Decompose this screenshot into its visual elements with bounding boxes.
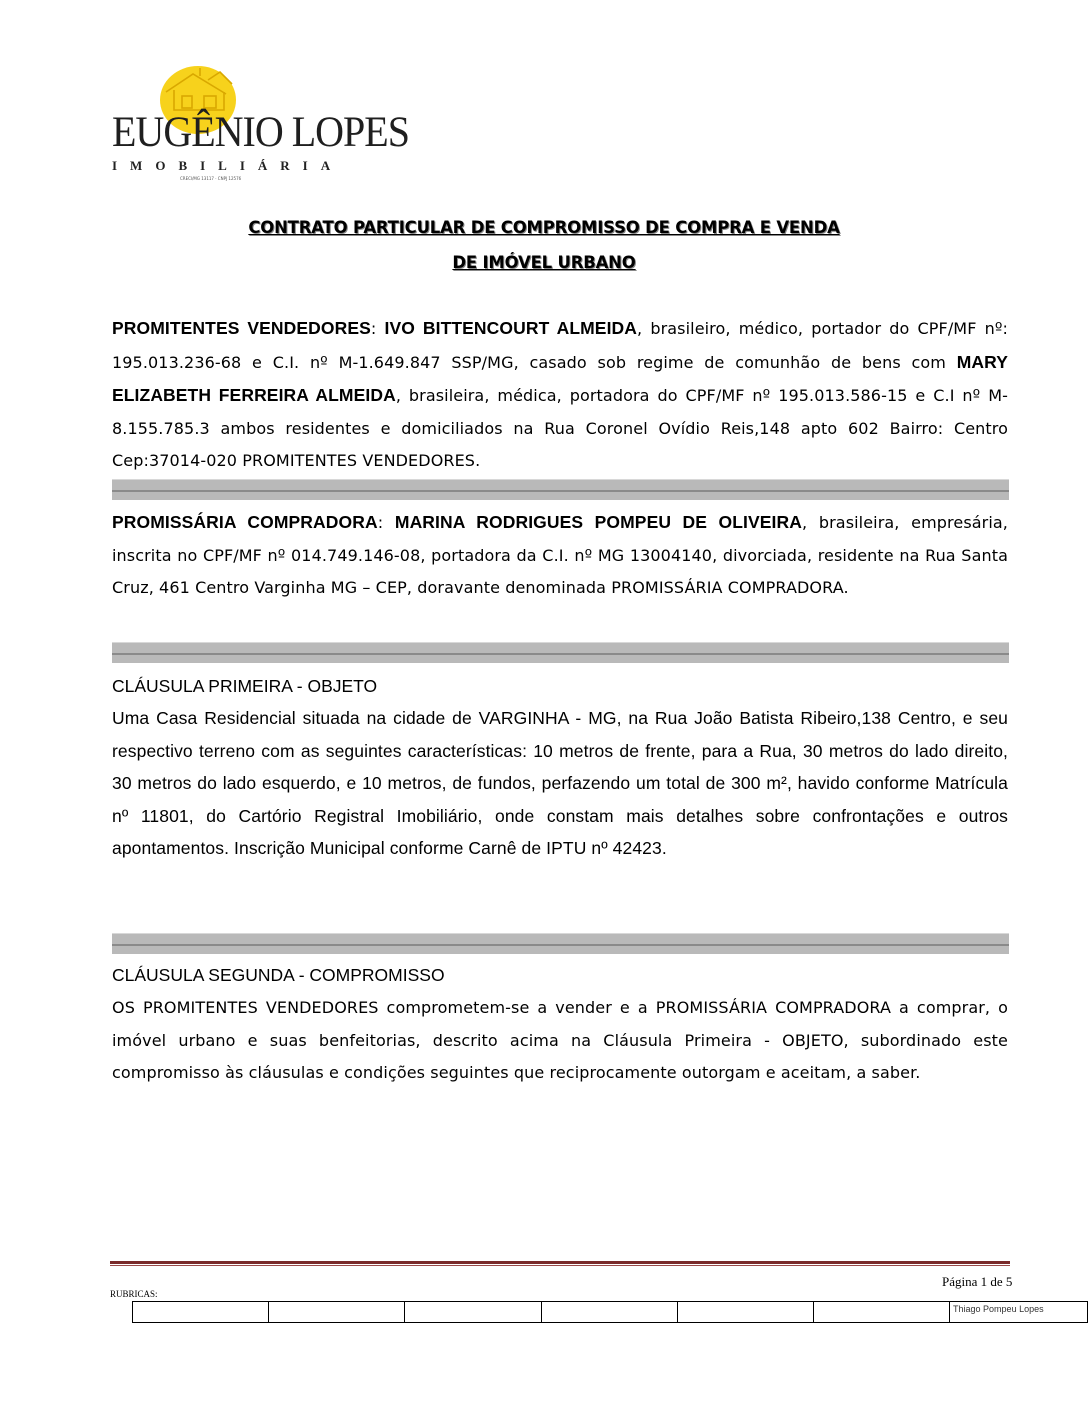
clause1-text: Uma Casa Residencial situada na cidade de VARGINHA - MG, na Rua João Batista Ribeiro,138 Centro, e seu respectivo terreno com as seguintes características: 10 metros de frente, para a Rua, 30 metros do lado direito, 30 metros do lado esquerdo, e 10 metros, de fundos, perfazendo um total de 300 m², havido conforme Matrícula nº 11801, do Cartório Registral Imobiliário, onde constam mais detalhes sobre confrontações e outros apontamentos. Inscrição Municipal conforme Carnê de IPTU nº 42423. [112, 708, 1008, 858]
buyer-name: MARINA RODRIGUES POMPEU DE OLIVEIRA [394, 512, 802, 532]
page-number: Página 1 de 5 [942, 1274, 1013, 1289]
sellers-paragraph [112, 312, 1008, 478]
sellers-label: PROMITENTES VENDEDORES [112, 318, 371, 338]
sellers-label-sep: : [370, 319, 385, 338]
document-title-line1: CONTRATO PARTICULAR DE COMPROMISSO DE COMPRA E VENDA [248, 218, 840, 237]
clause1-heading: CLÁUSULA PRIMEIRA - OBJETO [112, 676, 378, 696]
logo-creci: CRECI/MG 13117 · CNPJ 12576 [180, 176, 242, 181]
rubrica-cell [405, 1302, 541, 1323]
buyer-label-sep: : [377, 513, 395, 532]
buyer-paragraph [112, 506, 1008, 605]
rubrica-cell [133, 1302, 269, 1323]
clause2-text: OS PROMITENTES VENDEDORES comprometem-se a vender e a PROMISSÁRIA COMPRADORA a comprar, o imóvel urbano e suas benfeitorias, descrito acima na Cláusula Primeira - OBJETO, subordinado este compromisso às cláusulas e condições seguintes que reciprocamente outorgam e aceitam, a saber. [112, 998, 1008, 1082]
clause2-heading: CLÁUSULA SEGUNDA - COMPROMISSO [112, 965, 445, 985]
company-logo [108, 58, 409, 181]
buyer-label: PROMISSÁRIA COMPRADORA [112, 512, 378, 532]
rubrica-cell [677, 1302, 813, 1323]
document-title-line2: DE IMÓVEL URBANO [452, 253, 636, 272]
signature-name: Thiago Pompeu Lopes [953, 1304, 1044, 1314]
logo-subtitle: IMOBILIÁRIA [112, 158, 344, 173]
rubrica-cell [541, 1302, 677, 1323]
seller-name-1: IVO BITTENCOURT ALMEIDA [384, 318, 638, 338]
section-divider [112, 933, 1009, 954]
rubricas-label: RUBRICAS: [110, 1289, 158, 1299]
seller-details-2: , brasileira, médica, portadora do CPF/MF nº 195.013.586-15 e C.I nº M-8.155.785.3 ambos residentes e domiciliados na Rua Coronel Ovídio Reis,148 apto 602 Bairro: Centro Cep:37014-020 PROMITENTES VENDEDORES. [112, 386, 1008, 470]
section-divider [112, 642, 1009, 663]
rubricas-table [132, 1301, 1088, 1323]
section-divider [112, 479, 1009, 500]
footer-rule-thin [110, 1265, 1010, 1266]
rubrica-cell-signature [950, 1302, 1088, 1323]
logo-name: EUGÊNIO LOPES [112, 107, 409, 156]
footer-rule [110, 1261, 1010, 1264]
seller-name-2: MARY ELIZABETH FERREIRA ALMEIDA [112, 351, 1008, 405]
rubrica-cell [269, 1302, 405, 1323]
rubrica-cell [813, 1302, 949, 1323]
buyer-details: , brasileira, empresária, inscrita no CPF/MF nº 014.749.146-08, portadora da C.I. nº MG 13004140, divorciada, residente na Rua Santa Cruz, 461 Centro Varginha MG – CEP, doravante denominada PROMISSÁRIA COMPRADORA. [112, 513, 1008, 597]
seller-details-1: , brasileiro, médico, portador do CPF/MF nº: 195.013.236-68 e C.I. nº M-1.649.847 SSP/MG, casado sob regime de comunhão de bens com [112, 319, 1008, 372]
